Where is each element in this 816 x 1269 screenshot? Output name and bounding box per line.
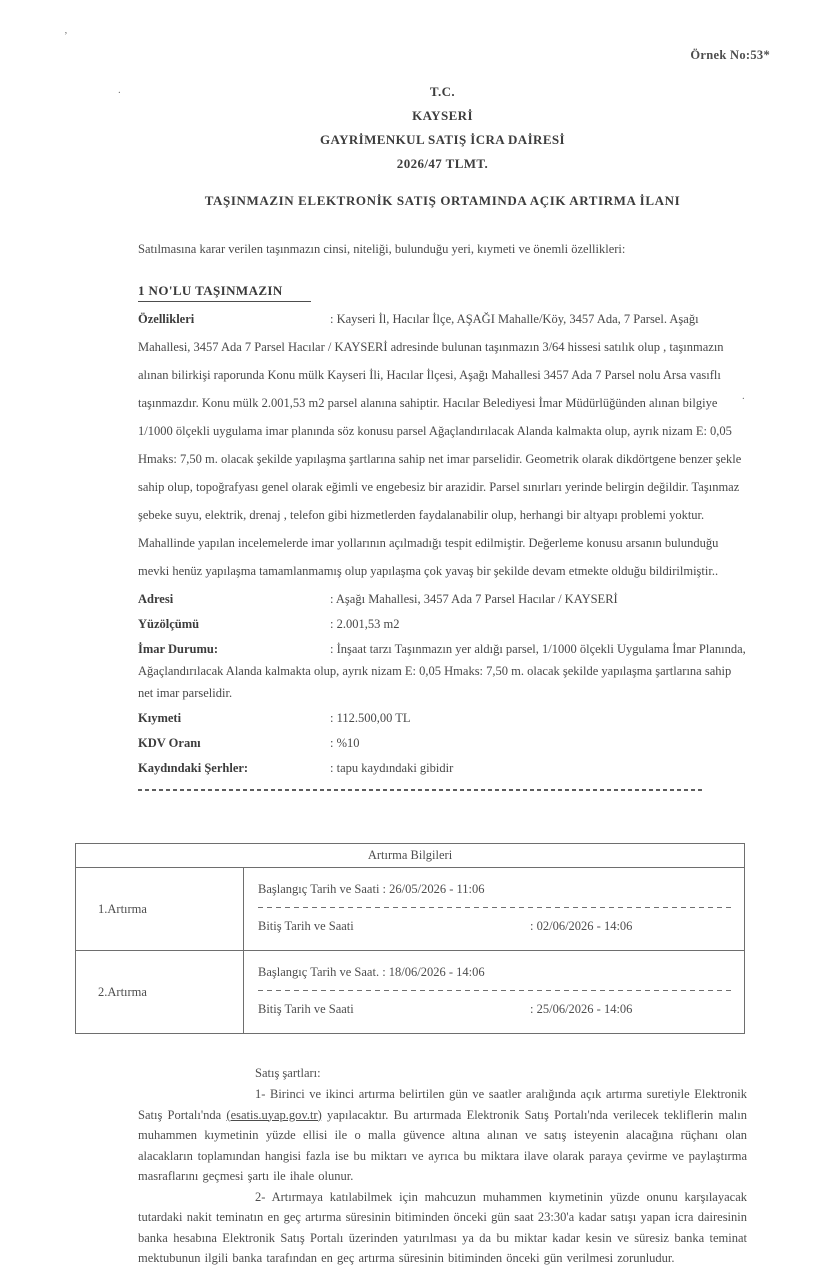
auction-info-table	[75, 843, 745, 1034]
field-label-imar-durumu: İmar Durumu:	[138, 642, 218, 656]
header-line-office: GAYRİMENKUL SATIŞ İCRA DAİRESİ	[320, 132, 565, 147]
terms-paragraph-1	[138, 1084, 747, 1187]
auction-1-dates	[244, 868, 744, 950]
field-serhler	[138, 757, 747, 779]
auction-1-end	[258, 915, 734, 937]
field-value-ozellikleri: : Kayseri İl, Hacılar İlçe, AŞAĞI Mahalle/Köy, 3457 Ada, 7 Parsel. Aşağı Mahallesi, 3457 Ada 7 Parsel Hacılar / KAYSERİ adresinde bulunan taşınmazın 3/64 hissesi satılık olup , taşınmazın alınan bilirkişi raporunda Konu mülk Kayseri İli, Hacılar İlçesi, Aşağı Mahallesi 3457 Ada 7 Parsel nolu Arsa vasıflı taşınmazdır. Konu mülk 2.001,53 m2 parsel alanına sahiptir. Hacılar Belediyesi İmar Müdürlüğünden alınan bilgiye 1/1000 ölçekli uygulama imar planında söz konusu parsel Ağaçlandırılacak Alanda kalmakta olup, ayrık nizam E: 0,05 Hmaks: 7,50 m. olacak şekilde yapılaşma şartlarına sahip net imar parselidir. Geometrik olarak dikdörtgene benzer şekle sahip olup, topoğrafyası genel olarak eğimli ve engebesiz bir arazidir. Parsel sınırları yerinde belirgin değildir. Taşınmaz şebeke suyu, elektrik, drenaj , telefon gibi hizmetlerden faydalanabilir olup, herhangi bir altyapı problemi yoktur. Mahallinde yapılan incelemelerde imar yollarının açılmadığı tespit edilmiştir. Değerleme konusu arsanın bulunduğu mevki henüz yapılaşma tamamlanmamış olup yapılaşma çok yavaş bir şekilde devam etmekte olduğu bildirilmiştir..	[138, 312, 742, 578]
field-adresi	[138, 588, 747, 610]
field-label-yuzolcumu: Yüzölçümü	[138, 617, 200, 631]
field-label-ozellikleri: Özellikleri	[138, 312, 195, 326]
table-row-auction-1	[76, 868, 744, 951]
document-header	[98, 0, 787, 176]
auction-1-start: Başlangıç Tarih ve Saati : 26/05/2026 - 11:06	[258, 882, 485, 896]
auction-2-start: Başlangıç Tarih ve Saat. : 18/06/2026 - 14:06	[258, 965, 485, 979]
field-label-kiymeti: Kıymeti	[138, 711, 182, 725]
field-value-adresi: : Aşağı Mahallesi, 3457 Ada 7 Parsel Hacılar / KAYSERİ	[330, 592, 618, 606]
row-dashed-divider	[258, 990, 734, 991]
field-kdv-orani	[138, 732, 747, 754]
section-heading: 1 NO'LU TAŞINMAZIN	[138, 283, 311, 302]
scan-artifact: ’	[64, 30, 68, 42]
terms-p1-text: 1- Birinci ve ikinci artırma belirtilen gün ve saatler aralığında açık artırma suretiyle Elektronik Satış Portalı'nda	[138, 1087, 747, 1122]
dashed-separator	[138, 789, 705, 791]
terms-heading: Satış şartları:	[255, 1066, 321, 1080]
field-kiymeti	[138, 707, 747, 729]
auction-2-end-value: : 25/06/2026 - 14:06	[530, 1002, 633, 1016]
auction-2-name: 2.Artırma	[76, 951, 244, 1033]
auction-2-dates	[244, 951, 744, 1033]
auction-2-end	[258, 998, 734, 1020]
field-imar-durumu	[138, 638, 747, 704]
row-dashed-divider	[258, 907, 734, 908]
header-line-file-no: 2026/47 TLMT.	[396, 156, 489, 171]
field-value-yuzolcumu: : 2.001,53 m2	[330, 617, 400, 631]
terms-p1-text-cont: yapılacaktır. Bu artırmada Elektronik Satış Portalı'nda verilecek tekliflerin malın muhammen kıymetinin yüzde ellisi ile o malla güvence altına alınan ve satış isteyenin alacağına rüçhanı olan alacakların toplamından hangisi fazla ise bu miktarı ve ayrıca bu miktara ilave olarak paraya çevirme ve paylaştırma masraflarını geçmesi şartı ile ihale olunur.	[138, 1107, 747, 1183]
field-value-imar-durumu: : İnşaat tarzı Taşınmazın yer aldığı parsel, 1/1000 ölçekli Uygulama İmar Planında, Ağaçlandırılacak Alanda kalmakta olup, ayrık nizam E: 0,05 Hmaks: 7,50 m. olacak şekilde yapılaşma şartlarına sahip net imar parselidir.	[138, 642, 746, 700]
terms-paragraph-2: 2- Artırmaya katılabilmek için mahcuzun muhammen kıymetinin yüzde onunu karşılayacak tutardaki nakit teminatın en geç artırma süresinin bitiminden önceki gün saat 23:30'a kadar satışı yapan icra dairesinin banka hesabına Elektronik Satış Portalı üzerinden yatırılması ya da bu miktar kadar kesin ve süresiz banka teminat mektubunun ilgili banka tarafından en geç artırma süresinin bitiminden önceki gün verilmesi zorunludur.	[138, 1189, 747, 1265]
field-value-kiymeti: : 112.500,00 TL	[330, 711, 411, 725]
scan-artifact: .	[118, 84, 121, 96]
field-label-adresi: Adresi	[138, 592, 174, 606]
auction-1-end-value: : 02/06/2026 - 14:06	[530, 919, 633, 933]
header-line-tc: T.C.	[429, 84, 456, 99]
header-line-city: KAYSERİ	[412, 108, 473, 123]
auction-1-end-label: Bitiş Tarih ve Saati	[258, 919, 354, 933]
page-title: TAŞINMAZIN ELEKTRONİK SATIŞ ORTAMINDA AÇIK ARTIRMA İLANI	[204, 193, 681, 208]
sale-terms-section	[138, 1063, 747, 1269]
field-label-kdv-orani: KDV Oranı	[138, 736, 201, 750]
table-row-auction-2	[76, 951, 744, 1033]
field-ozellikleri	[138, 305, 747, 585]
field-value-serhler: : tapu kaydındaki gibidir	[330, 761, 454, 775]
intro-text: Satılmasına karar verilen taşınmazın cinsi, niteliği, bulunduğu yeri, kıymeti ve önemli özellikleri:	[138, 242, 626, 256]
ornek-no-label: Örnek No:53*	[690, 48, 770, 62]
scan-artifact: .	[742, 390, 745, 402]
esatis-portal-link[interactable]: (esatis.uyap.gov.tr)	[226, 1107, 322, 1122]
field-label-serhler: Kaydındaki Şerhler:	[138, 761, 249, 775]
auction-1-name: 1.Artırma	[76, 868, 244, 950]
auction-table-title: Artırma Bilgileri	[76, 844, 744, 868]
field-value-kdv-orani: : %10	[330, 736, 360, 750]
field-yuzolcumu	[138, 613, 747, 635]
auction-2-end-label: Bitiş Tarih ve Saati	[258, 1002, 354, 1016]
